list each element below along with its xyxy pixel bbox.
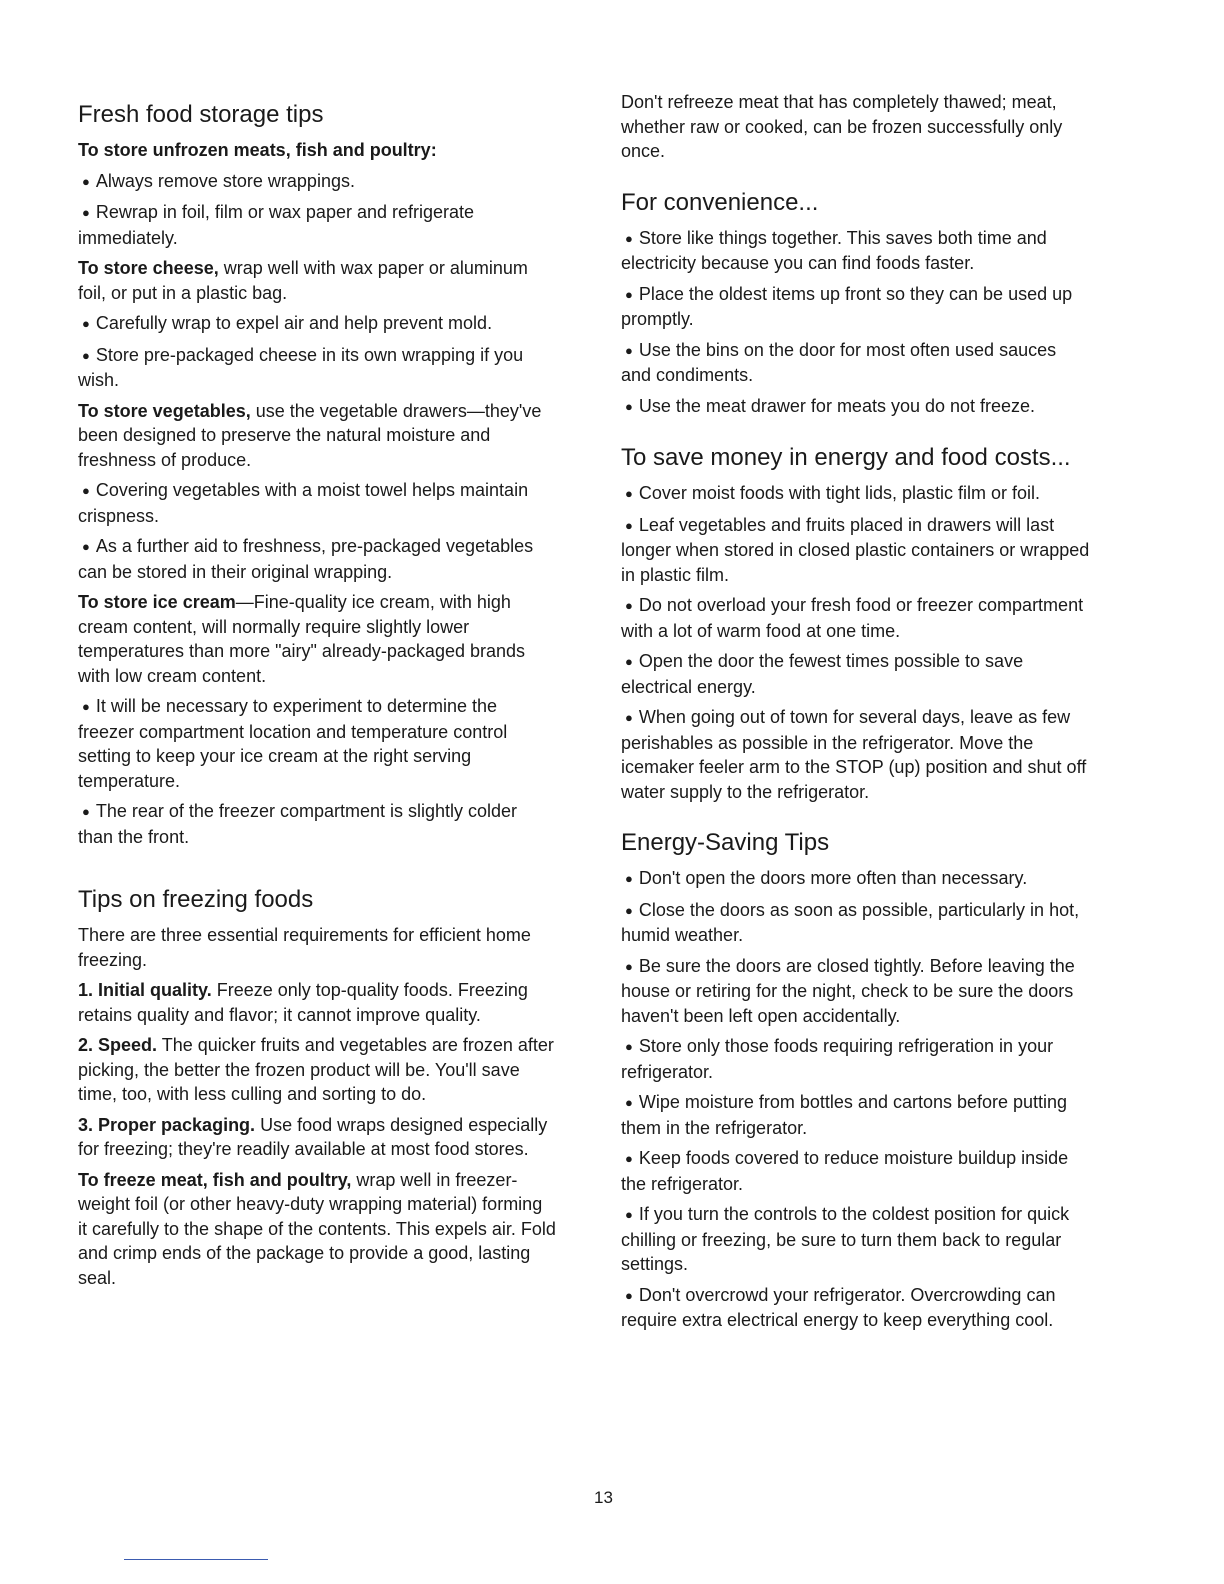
requirement-initial-quality: 1. Initial quality. Freeze only top-quality foods. Freezing retains quality and flavor; it cannot improve quality. bbox=[78, 980, 528, 1025]
list-item: ● The rear of the freezer compartment is slightly colder than the front. bbox=[78, 801, 518, 847]
list-item: ● As a further aid to freshness, pre-packaged vegetables can be stored in their original wrapping. bbox=[78, 536, 534, 582]
list-item: ● Rewrap in foil, film or wax paper and refrigerate immediately. bbox=[78, 202, 475, 248]
bullet-icon: ● bbox=[82, 316, 90, 331]
list-item: ● Don't overcrowd your refrigerator. Overcrowding can require extra electrical energy to keep everything cool. bbox=[621, 1284, 1056, 1330]
bullet-icon: ● bbox=[82, 205, 90, 220]
bullet-icon: ● bbox=[82, 804, 90, 819]
bullet-icon: ● bbox=[625, 286, 633, 302]
refreeze-note: Don't refreeze meat that has completely thawed; meat, whether raw or cooked, can be frozen successfully only once. bbox=[621, 92, 1063, 161]
list-item: ● Place the oldest items up front so they can be used up promptly. bbox=[621, 283, 1073, 329]
bullet-icon: ● bbox=[625, 598, 633, 613]
list-item: ● Close the doors as soon as possible, particularly in hot, humid weather. bbox=[621, 899, 1080, 945]
list-item: ● Keep foods covered to reduce moisture buildup inside the refrigerator. bbox=[621, 1148, 1069, 1194]
bullet-icon: ● bbox=[82, 699, 90, 714]
left-column bbox=[78, 100, 556, 1296]
bullet-icon: ● bbox=[625, 1287, 633, 1303]
list-item: ● Use the bins on the door for most often used sauces and condiments. bbox=[621, 339, 1057, 385]
bullet-icon: ● bbox=[82, 347, 90, 363]
bullet-icon: ● bbox=[625, 398, 633, 414]
list-item: ● Store only those foods requiring refrigeration in your refrigerator. bbox=[621, 1036, 1054, 1082]
list-item: ● Always remove store wrappings. bbox=[78, 169, 556, 195]
convenience-title: For convenience... bbox=[621, 188, 819, 216]
save-money-title: To save money in energy and food costs... bbox=[621, 444, 1071, 471]
list-item: ● It will be necessary to experiment to determine the freezer compartment location and temperature control setting to keep your ice cream at the right serving temperature. bbox=[78, 696, 508, 791]
meats-heading: To store unfrozen meats, fish and poultry: bbox=[78, 140, 437, 160]
bullet-icon: ● bbox=[625, 1095, 633, 1110]
bullet-icon: ● bbox=[625, 871, 633, 886]
list-item: ● Leaf vegetables and fruits placed in drawers will last longer when stored in closed plastic containers or wrapped in plastic film. bbox=[621, 514, 1090, 585]
bullet-icon: ● bbox=[82, 173, 90, 189]
list-item: ● Don't open the doors more often than necessary. bbox=[621, 866, 1091, 892]
list-item: ● If you turn the controls to the coldest position for quick chilling or freezing, be sure to turn them back to regular settings. bbox=[621, 1204, 1070, 1274]
list-item: ● Wipe moisture from bottles and cartons before putting them in the refrigerator. bbox=[621, 1092, 1068, 1138]
list-item: ● Cover moist foods with tight lids, plastic film or foil. bbox=[621, 481, 1091, 507]
bullet-icon: ● bbox=[625, 710, 633, 725]
requirement-packaging: 3. Proper packaging. Use food wraps designed especially for freezing; they're readily available at most food stores. bbox=[78, 1114, 548, 1159]
bullet-icon: ● bbox=[625, 517, 633, 533]
page-number: 13 bbox=[594, 1488, 613, 1507]
fresh-food-title: Fresh food storage tips bbox=[78, 101, 324, 128]
bullet-icon: ● bbox=[625, 958, 633, 974]
bullet-icon: ● bbox=[625, 902, 633, 918]
list-item: ● Covering vegetables with a moist towel helps maintain crispness. bbox=[78, 480, 529, 526]
bullet-icon: ● bbox=[625, 342, 633, 358]
footer-rule bbox=[124, 1559, 268, 1560]
cheese-paragraph: To store cheese, wrap well with wax paper or aluminum foil, or put in a plastic bag. bbox=[78, 258, 528, 303]
list-item: ● Use the meat drawer for meats you do not freeze. bbox=[621, 394, 1091, 420]
freezing-intro: There are three essential requirements for efficient home freezing. bbox=[78, 925, 531, 970]
requirement-speed: 2. Speed. The quicker fruits and vegetables are frozen after picking, the better the frozen product will be. You'll save time, too, with less culling and sorting to do. bbox=[78, 1035, 554, 1104]
list-item: ● Be sure the doors are closed tightly. Before leaving the house or retiring for the night, check to be sure the doors haven't been left open accidentally. bbox=[621, 955, 1075, 1026]
vegetables-paragraph: To store vegetables, use the vegetable drawers—they've been designed to preserve the natural moisture and freshness of produce. bbox=[78, 400, 542, 470]
list-item: ● Store like things together. This saves both time and electricity because you can find foods faster. bbox=[621, 227, 1047, 273]
list-item: ● Open the door the fewest times possible to save electrical energy. bbox=[621, 651, 1024, 697]
bullet-icon: ● bbox=[625, 1151, 633, 1166]
bullet-icon: ● bbox=[625, 230, 633, 246]
bullet-icon: ● bbox=[625, 486, 633, 501]
bullet-icon: ● bbox=[625, 1039, 633, 1054]
list-item: ● Carefully wrap to expel air and help prevent mold. bbox=[78, 311, 556, 337]
bullet-icon: ● bbox=[625, 654, 633, 669]
list-item: ● Store pre-packaged cheese in its own wrapping if you wish. bbox=[78, 344, 524, 390]
list-item: ● When going out of town for several days, leave as few perishables as possible in the refrigerator. Move the icemaker feeler arm to the STOP (up) position and shut off water supply to the refrigerator. bbox=[621, 707, 1087, 802]
energy-saving-title: Energy-Saving Tips bbox=[621, 829, 830, 856]
list-item: ● Do not overload your fresh food or freezer compartment with a lot of warm food at one time. bbox=[621, 595, 1084, 641]
freezing-title: Tips on freezing foods bbox=[78, 886, 314, 913]
bullet-icon: ● bbox=[82, 539, 90, 554]
right-column bbox=[621, 90, 1091, 1339]
bullet-icon: ● bbox=[82, 483, 90, 498]
bullet-icon: ● bbox=[625, 1207, 633, 1222]
ice-cream-paragraph: To store ice cream—Fine-quality ice cream, with high cream content, will normally require slightly lower temperatures than more "airy" already-packaged brands with low cream content. bbox=[78, 592, 526, 686]
freeze-meat-paragraph: To freeze meat, fish and poultry, wrap well in freezer-weight foil (or other heavy-duty wrapping material) forming it carefully to the shape of the contents. This expels air. Fold and crimp ends of the package to provide a good, lasting seal. bbox=[78, 1169, 556, 1288]
